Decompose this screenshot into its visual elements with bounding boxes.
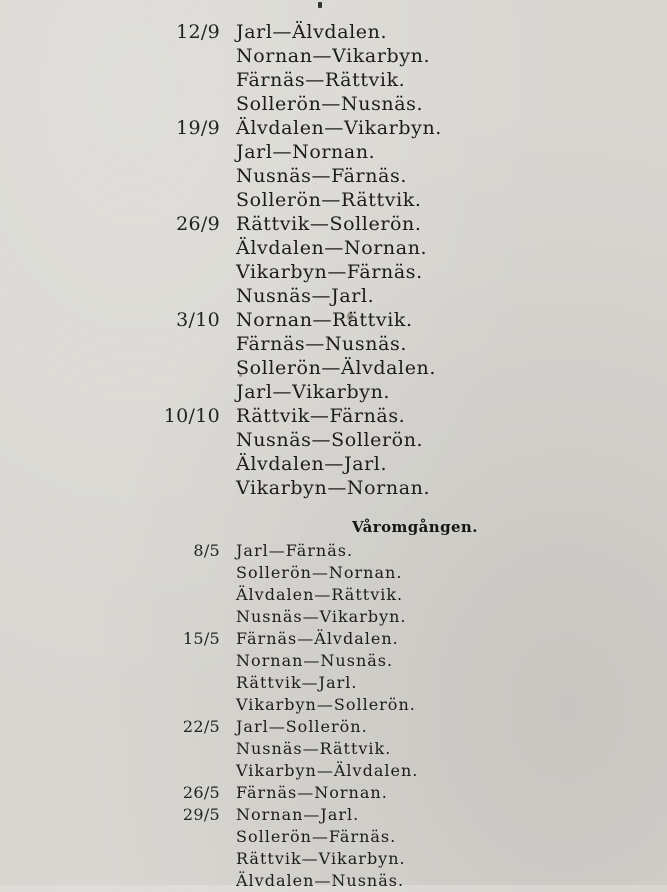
round-spring-4	[0, 782, 418, 804]
round-1	[0, 20, 442, 116]
match: Nornan—Nusnäs.	[236, 651, 394, 670]
round-date: 3/10	[176, 309, 220, 331]
match-list	[236, 20, 430, 116]
round-date: 26/9	[176, 213, 220, 235]
match: Sollerön—Nornan.	[236, 563, 403, 582]
match-list	[236, 628, 416, 716]
autumn-schedule	[0, 20, 442, 500]
match: Nusnäs—Rättvik.	[236, 739, 392, 758]
round-2	[0, 116, 442, 212]
round-date: 8/5	[193, 541, 220, 560]
match: Jarl—Färnäs.	[236, 541, 354, 560]
paper-speck	[239, 374, 242, 377]
match: Färnäs—Nusnäs.	[236, 333, 407, 355]
match: Sollerön—Färnäs.	[236, 827, 397, 846]
match-list	[236, 540, 407, 628]
match: Färnäs—Rättvik.	[236, 69, 406, 91]
round-spring-3	[0, 716, 418, 782]
match: Sollerön—Rättvik.	[236, 189, 422, 211]
match: Jarl—Vikarbyn.	[236, 381, 391, 403]
round-spring-2	[0, 628, 418, 716]
match: Nornan—Vikarbyn.	[236, 45, 431, 67]
section-title-spring: Våromgången.	[352, 518, 478, 536]
round-date: 19/9	[176, 117, 220, 139]
spring-schedule	[0, 540, 418, 892]
round-date: 10/10	[163, 405, 220, 427]
round-4	[0, 308, 442, 404]
match: Rättvik—Vikarbyn.	[236, 849, 406, 868]
match: Jarl—Älvdalen.	[236, 21, 388, 43]
print-mark	[318, 2, 322, 8]
match: Älvdalen—Jarl.	[236, 453, 388, 475]
round-3	[0, 212, 442, 308]
match-list	[236, 716, 418, 782]
match: Älvdalen—Rättvik.	[236, 585, 404, 604]
match: Älvdalen—Nornan.	[236, 237, 428, 259]
round-spring-5	[0, 804, 418, 892]
match-list	[236, 782, 388, 804]
match: Nusnäs—Jarl.	[236, 285, 375, 307]
match: Sollerön—Älvdalen.	[236, 357, 437, 379]
match: Vikarbyn—Nornan.	[236, 477, 431, 499]
match-list	[236, 308, 436, 404]
match: Nusnäs—Vikarbyn.	[236, 607, 407, 626]
match: Sollerön—Nusnäs.	[236, 93, 424, 115]
round-date: 26/5	[182, 783, 220, 802]
match: Rättvik—Sollerön.	[236, 213, 422, 235]
match: Vikarbyn—Älvdalen.	[236, 761, 419, 780]
match: Nornan—Rättvik.	[236, 309, 413, 331]
match-list	[236, 116, 442, 212]
round-5	[0, 404, 442, 500]
match: Rättvik—Färnäs.	[236, 405, 406, 427]
round-date: 12/9	[176, 21, 220, 43]
match: Nusnäs—Sollerön.	[236, 429, 424, 451]
round-spring-1	[0, 540, 418, 628]
round-date: 15/5	[182, 629, 220, 648]
match: Älvdalen—Vikarbyn.	[236, 117, 442, 139]
match-list	[236, 804, 406, 892]
match: Vikarbyn—Sollerön.	[236, 695, 416, 714]
match: Färnäs—Nornan.	[236, 783, 388, 802]
match: Färnäs—Älvdalen.	[236, 629, 399, 648]
match: Nornan—Jarl.	[236, 805, 360, 824]
match: Nusnäs—Färnäs.	[236, 165, 407, 187]
match: Rättvik—Jarl.	[236, 673, 358, 692]
match: Jarl—Sollerön.	[236, 717, 368, 736]
round-date: 29/5	[182, 805, 220, 824]
match: Jarl—Nornan.	[236, 141, 376, 163]
match-list	[236, 212, 427, 308]
match: Vikarbyn—Färnäs.	[236, 261, 423, 283]
paper-speck	[347, 312, 353, 321]
match: Älvdalen—Nusnäs.	[236, 871, 405, 890]
round-date: 22/5	[182, 717, 220, 736]
match-list	[236, 404, 430, 500]
